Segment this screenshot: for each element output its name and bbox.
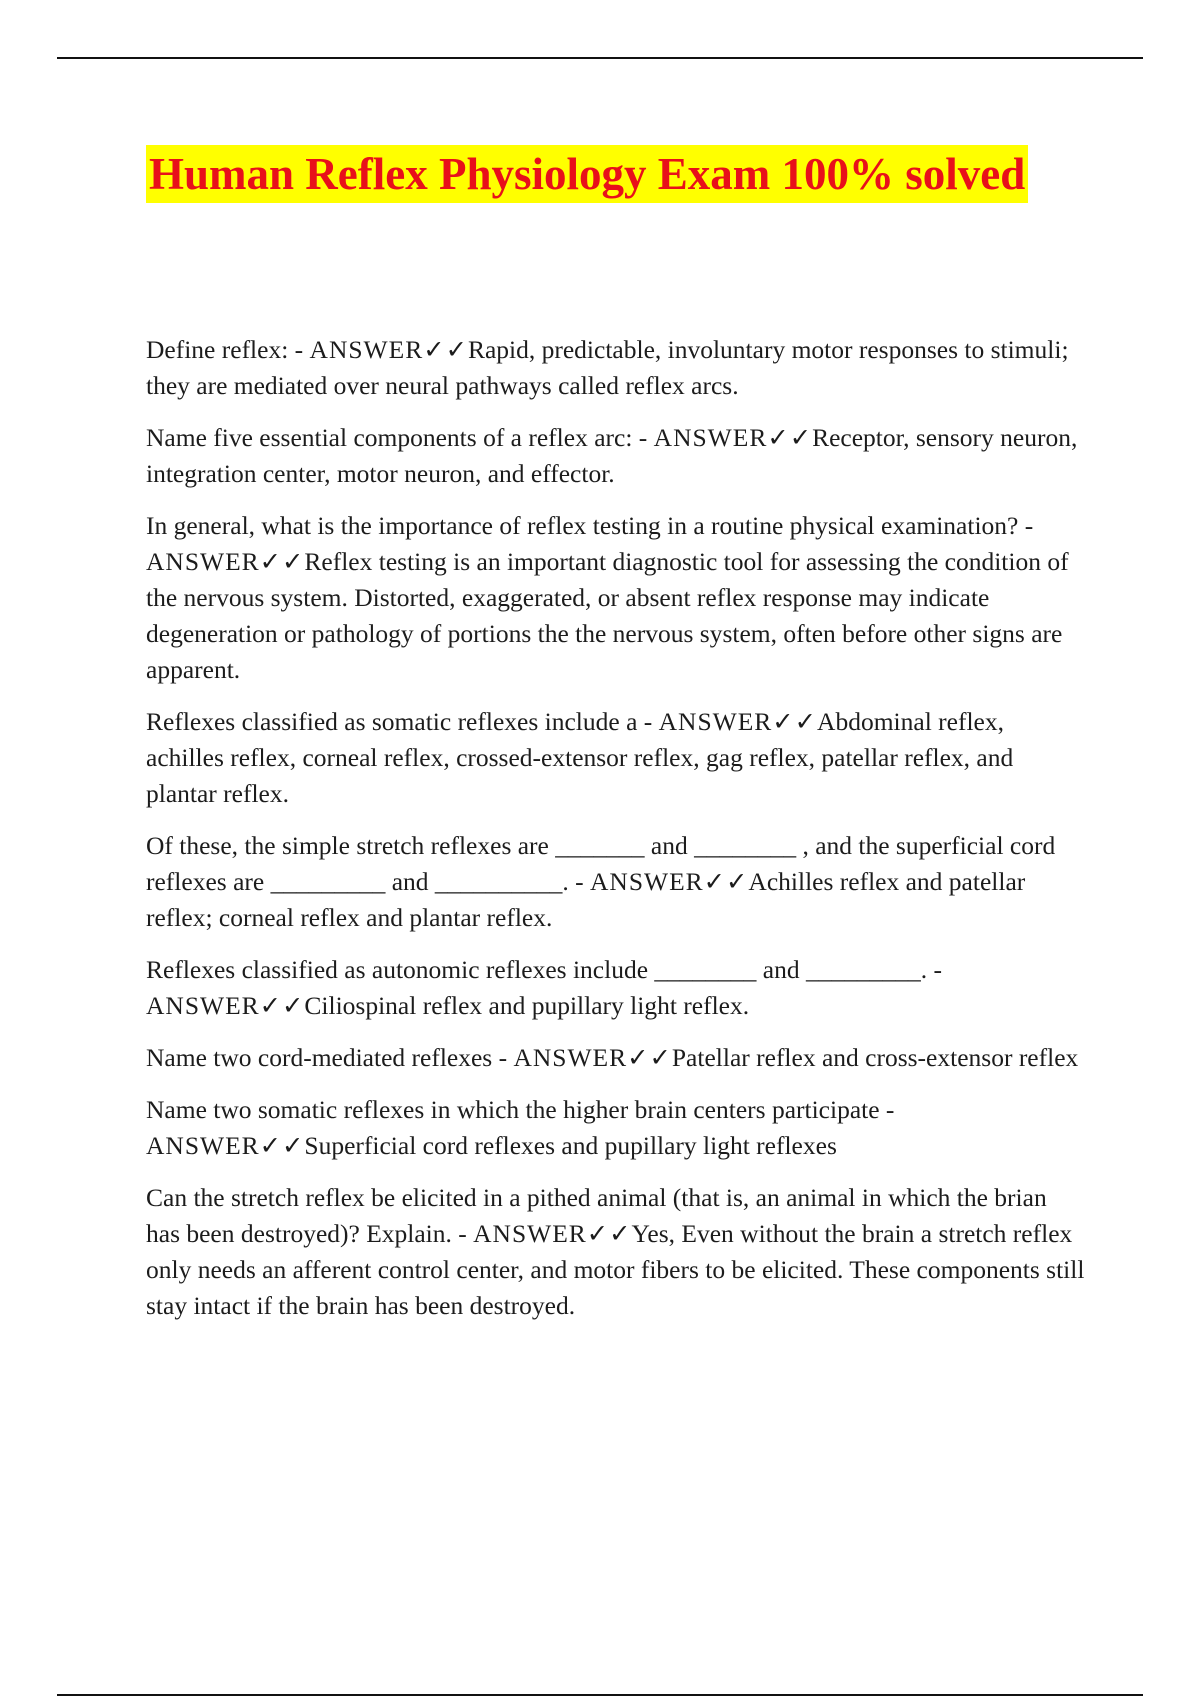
- answer-marker: ANSWER✓✓: [513, 1043, 672, 1072]
- qa-item: [146, 952, 1086, 1024]
- answer-marker: ANSWER✓✓: [146, 547, 305, 576]
- answer-marker: ANSWER✓✓: [146, 1131, 305, 1160]
- question-text: Reflexes classified as somatic reflexes include a -: [146, 707, 659, 736]
- document-title: Human Reflex Physiology Exam 100% solved: [146, 145, 1028, 203]
- qa-item: [146, 1040, 1086, 1076]
- question-text: Name five essential components of a reflex arc: -: [146, 423, 654, 452]
- question-text: Can the stretch reflex be elicited in a pithed animal (that is, an animal in which the brian has been destroyed)? Explain. -: [146, 1183, 1047, 1248]
- question-text: Define reflex: -: [146, 335, 310, 364]
- qa-item: [146, 420, 1086, 492]
- qa-item: [146, 828, 1086, 936]
- answer-text: Yes, Even without the brain a stretch reflex only needs an afferent control center, and motor fibers to be elicited. These components still stay intact if the brain has been destroyed.: [146, 1219, 1085, 1320]
- answer-text: Reflex testing is an important diagnostic tool for assessing the condition of the nervous system. Distorted, exaggerated, or absent reflex response may indicate degeneration or pathology of portions the the nervous system, often before other signs are apparent.: [146, 547, 1069, 684]
- answer-text: Ciliospinal reflex and pupillary light reflex.: [304, 991, 750, 1020]
- question-text: In general, what is the importance of reflex testing in a routine physical examination? -: [146, 511, 1034, 540]
- answer-text: Patellar reflex and cross-extensor reflex: [671, 1043, 1079, 1072]
- answer-text: Receptor, sensory neuron, integration center, motor neuron, and effector.: [146, 423, 1078, 488]
- qa-list: [146, 332, 1086, 1340]
- qa-item: [146, 508, 1086, 688]
- title-block: [146, 145, 1028, 203]
- answer-marker: ANSWER✓✓: [473, 1219, 632, 1248]
- qa-item: [146, 1180, 1086, 1324]
- qa-item: [146, 1092, 1086, 1164]
- answer-text: Abdominal reflex, achilles reflex, corneal reflex, crossed-extensor reflex, gag reflex, patellar reflex, and plantar reflex.: [146, 707, 1014, 808]
- qa-item: [146, 332, 1086, 404]
- answer-marker: ANSWER✓✓: [658, 707, 818, 736]
- bottom-divider: [57, 1694, 1143, 1696]
- question-text: Name two somatic reflexes in which the higher brain centers participate -: [146, 1095, 895, 1124]
- qa-item: [146, 704, 1086, 812]
- answer-marker: ANSWER✓✓: [309, 335, 468, 364]
- answer-text: Rapid, predictable, involuntary motor responses to stimuli; they are mediated over neural pathways called reflex arcs.: [146, 335, 1069, 400]
- question-text: Name two cord-mediated reflexes -: [146, 1043, 514, 1072]
- answer-marker: ANSWER✓✓: [146, 991, 305, 1020]
- question-text: Of these, the simple stretch reflexes are _______ and ________ , and the superficial cord reflexes are _________ and __________. -: [146, 831, 1056, 896]
- answer-text: Superficial cord reflexes and pupillary light reflexes: [304, 1131, 837, 1160]
- answer-marker: ANSWER✓✓: [590, 867, 749, 896]
- top-divider: [57, 57, 1143, 59]
- question-text: Reflexes classified as autonomic reflexes include ________ and _________. -: [146, 955, 942, 984]
- answer-marker: ANSWER✓✓: [653, 423, 813, 452]
- answer-text: Achilles reflex and patellar reflex; corneal reflex and plantar reflex.: [146, 867, 1026, 932]
